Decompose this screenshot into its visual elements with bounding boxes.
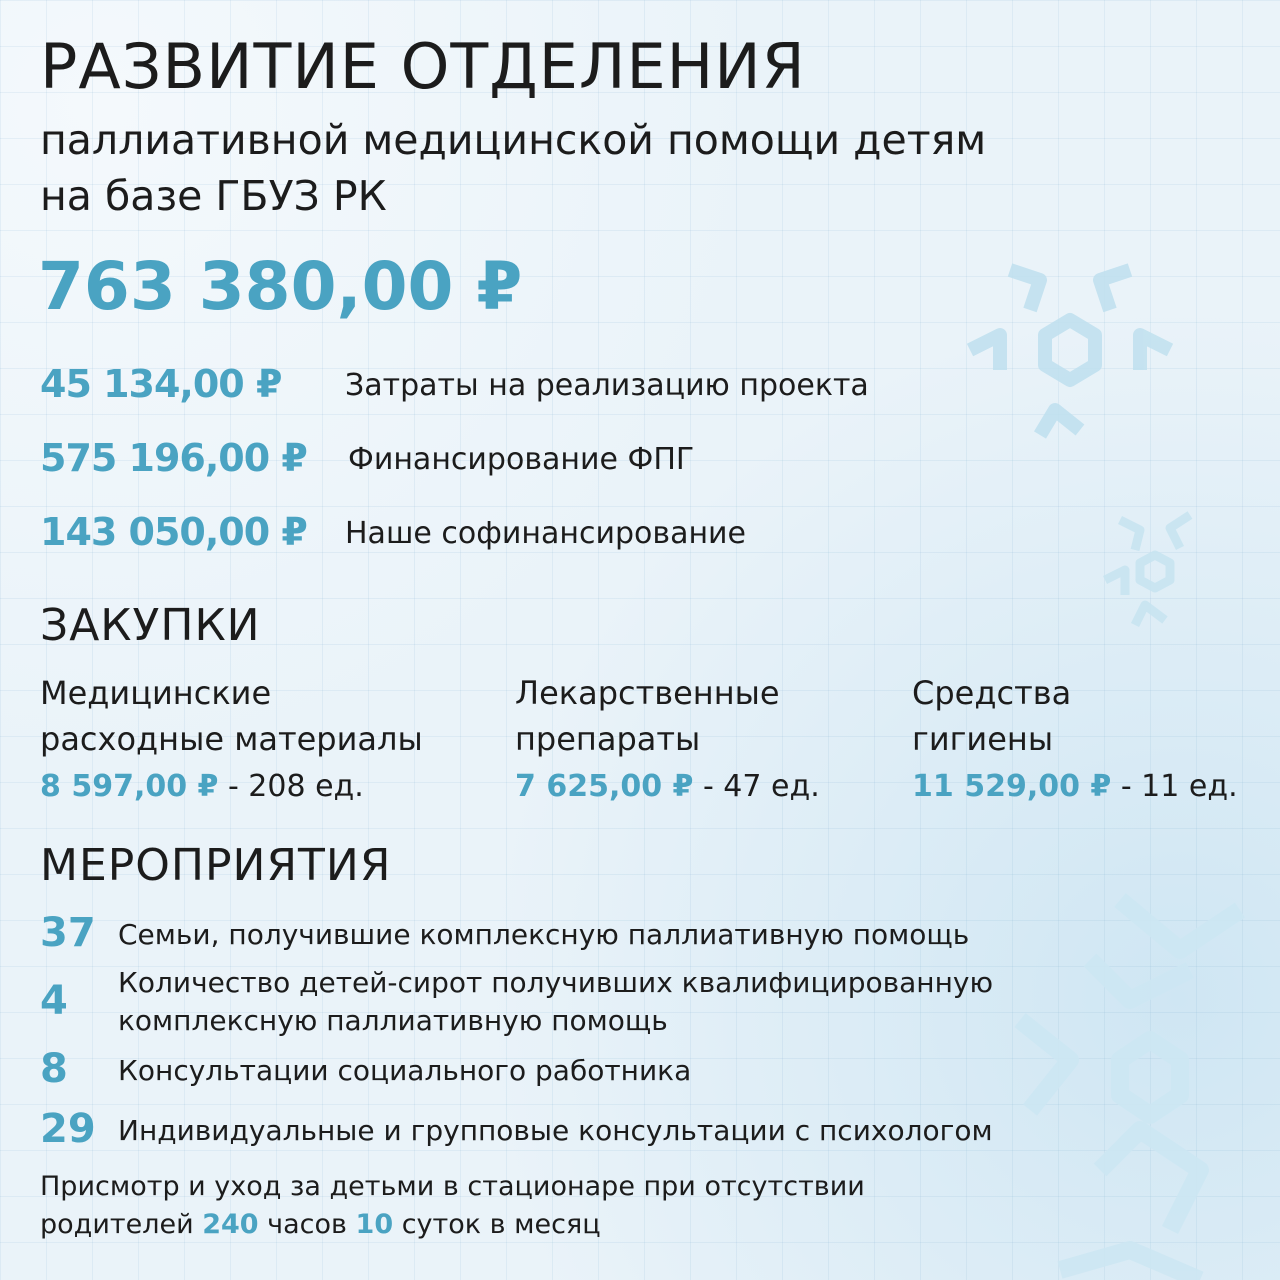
purchase-name: гигиены [912, 720, 1054, 758]
snowflake-icon [950, 250, 1190, 450]
event-label: Консультации социального работника [118, 1054, 692, 1087]
event-count: 4 [40, 978, 68, 1024]
financing-label: Затраты на реализацию проекта [345, 368, 869, 403]
event-count: 8 [40, 1046, 68, 1092]
page-title: РАЗВИТИЕ ОТДЕЛЕНИЯ [40, 30, 806, 103]
financing-row [40, 362, 869, 406]
purchase-name: расходные материалы [40, 720, 423, 758]
financing-label: Наше софинансирование [345, 516, 747, 551]
purchase-quantity: - 47 ед. [693, 769, 820, 804]
care-text: часов [258, 1209, 356, 1240]
care-days: 10 [355, 1209, 394, 1240]
subtitle-line: на базе ГБУЗ РК [40, 172, 387, 220]
purchase-amount: 11 529,00 ₽ [912, 769, 1112, 804]
purchase-name: Медицинские [40, 674, 272, 712]
care-text: суток в месяц [393, 1209, 601, 1240]
purchase-name: препараты [515, 720, 701, 758]
snowflake-icon [1090, 500, 1220, 640]
event-label: Семьи, получившие комплексную паллиативную помощь [118, 918, 970, 951]
purchase-item [40, 670, 423, 810]
purchase-name: Средства [912, 674, 1072, 712]
purchase-amount: 7 625,00 ₽ [515, 769, 694, 804]
total-amount: 763 380,00 ₽ [38, 248, 523, 325]
care-line [40, 1206, 865, 1244]
purchase-item [912, 670, 1238, 810]
care-note [40, 1168, 865, 1244]
purchases-heading: ЗАКУПКИ [40, 600, 261, 651]
purchase-amount: 8 597,00 ₽ [40, 769, 219, 804]
care-hours: 240 [202, 1209, 259, 1240]
purchase-name: Лекарственные [515, 674, 780, 712]
financing-amount: 45 134,00 ₽ [40, 362, 282, 406]
event-label: комплексную паллиативную помощь [118, 1004, 668, 1037]
financing-row [40, 436, 695, 480]
purchase-quantity: - 208 ед. [218, 769, 364, 804]
event-count: 37 [40, 910, 96, 956]
purchase-quantity: - 11 ед. [1111, 769, 1238, 804]
subtitle-line: паллиативной медицинской помощи детям [40, 116, 987, 164]
financing-amount: 143 050,00 ₽ [40, 510, 307, 554]
page-subtitle [40, 112, 986, 224]
financing-label: Финансирование ФПГ [348, 442, 695, 477]
event-label: Индивидуальные и групповые консультации с психологом [118, 1114, 993, 1147]
events-heading: МЕРОПРИЯТИЯ [40, 840, 392, 891]
event-count: 29 [40, 1106, 96, 1152]
financing-amount: 575 196,00 ₽ [40, 436, 307, 480]
care-line: Присмотр и уход за детьми в стационаре при отсутствии [40, 1171, 865, 1202]
financing-row [40, 510, 747, 554]
snowflake-icon [1000, 870, 1280, 1280]
event-label: Количество детей-сирот получивших квалифицированную [118, 966, 994, 999]
care-text: родителей [40, 1209, 203, 1240]
purchase-item [515, 670, 820, 810]
